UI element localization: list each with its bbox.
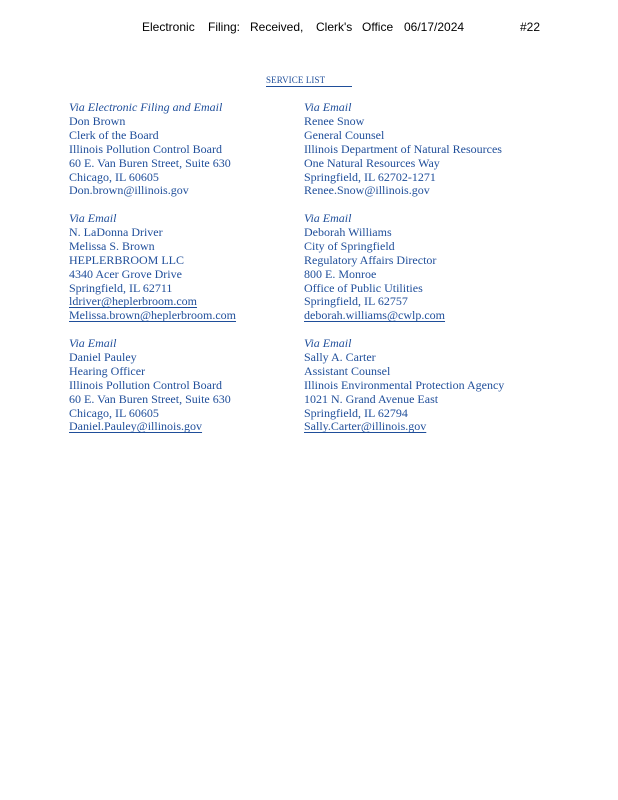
recipient-organization: City of Springfield: [304, 238, 395, 253]
recipient-name: N. LaDonna Driver: [69, 224, 163, 239]
service-method: Via Email: [304, 336, 352, 350]
header-date: 06/17/2024: [404, 20, 465, 34]
city-state-zip: Springfield, IL 62757: [304, 294, 408, 309]
recipient-title: Assistant Counsel: [304, 363, 391, 378]
service-method: Via Email: [304, 211, 352, 225]
service-list-title: SERVICE LIST: [266, 75, 352, 87]
service-entry: [304, 212, 564, 323]
service-entry: [69, 337, 309, 434]
header-word: Office: [362, 20, 394, 34]
recipient-title: Clerk of the Board: [69, 127, 159, 142]
city-state-zip: Chicago, IL 60605: [69, 405, 159, 420]
email-link[interactable]: Melissa.brown@heplerbroom.com: [69, 308, 237, 323]
recipient-organization: Illinois Department of Natural Resources: [304, 141, 502, 156]
header-word: Filing:: [208, 20, 241, 34]
email-link[interactable]: deborah.williams@cwlp.com: [304, 308, 446, 323]
email-link[interactable]: Sally.Carter@illinois.gov: [304, 419, 427, 434]
service-method: Via Electronic Filing and Email: [69, 100, 223, 114]
city-state-zip: Chicago, IL 60605: [69, 169, 159, 184]
header-doc-number: #22: [520, 20, 541, 34]
recipient-name: Deborah Williams: [304, 224, 392, 239]
service-method: Via Email: [69, 336, 117, 350]
service-method: Via Email: [304, 100, 352, 114]
address-line: 60 E. Van Buren Street, Suite 630: [69, 391, 231, 406]
recipient-title: Regulatory Affairs Director: [304, 252, 437, 267]
recipient-organization: Illinois Pollution Control Board: [69, 377, 223, 392]
address-line: One Natural Resources Way: [304, 155, 440, 170]
email-link[interactable]: Daniel.Pauley@illinois.gov: [69, 419, 203, 434]
service-entry: [304, 101, 564, 198]
recipient-title: Hearing Officer: [69, 363, 146, 378]
recipient-organization: Illinois Environmental Protection Agency: [304, 377, 505, 392]
recipient-name: Sally A. Carter: [304, 349, 376, 364]
email-link[interactable]: Renee.Snow@illinois.gov: [304, 183, 430, 198]
service-method: Via Email: [69, 211, 117, 225]
email-link[interactable]: ldriver@heplerbroom.com: [69, 294, 198, 309]
recipient-title: General Counsel: [304, 127, 385, 142]
recipient-name: Renee Snow: [304, 113, 365, 128]
header-word: Received,: [250, 20, 304, 34]
service-entry: [304, 337, 564, 434]
address-line: 4340 Acer Grove Drive: [69, 266, 182, 281]
city-state-zip: Springfield, IL 62711: [69, 280, 173, 295]
recipient-name: Don Brown: [69, 113, 126, 128]
address-line: Office of Public Utilities: [304, 280, 423, 295]
filing-stamp-header: [0, 20, 618, 36]
address-line: 1021 N. Grand Avenue East: [304, 391, 439, 406]
service-entry: [69, 212, 309, 323]
recipient-organization: Illinois Pollution Control Board: [69, 141, 223, 156]
service-entry: [69, 101, 309, 198]
city-state-zip: Springfield, IL 62794: [304, 405, 408, 420]
header-word: Electronic: [142, 20, 195, 34]
recipient-name: Melissa S. Brown: [69, 238, 155, 253]
city-state-zip: Springfield, IL 62702-1271: [304, 169, 436, 184]
address-line: 800 E. Monroe: [304, 266, 377, 281]
email-link[interactable]: Don.brown@illinois.gov: [69, 183, 189, 198]
recipient-organization: HEPLERBROOM LLC: [69, 252, 185, 267]
address-line: 60 E. Van Buren Street, Suite 630: [69, 155, 231, 170]
recipient-name: Daniel Pauley: [69, 349, 137, 364]
header-word: Clerk's: [316, 20, 353, 34]
